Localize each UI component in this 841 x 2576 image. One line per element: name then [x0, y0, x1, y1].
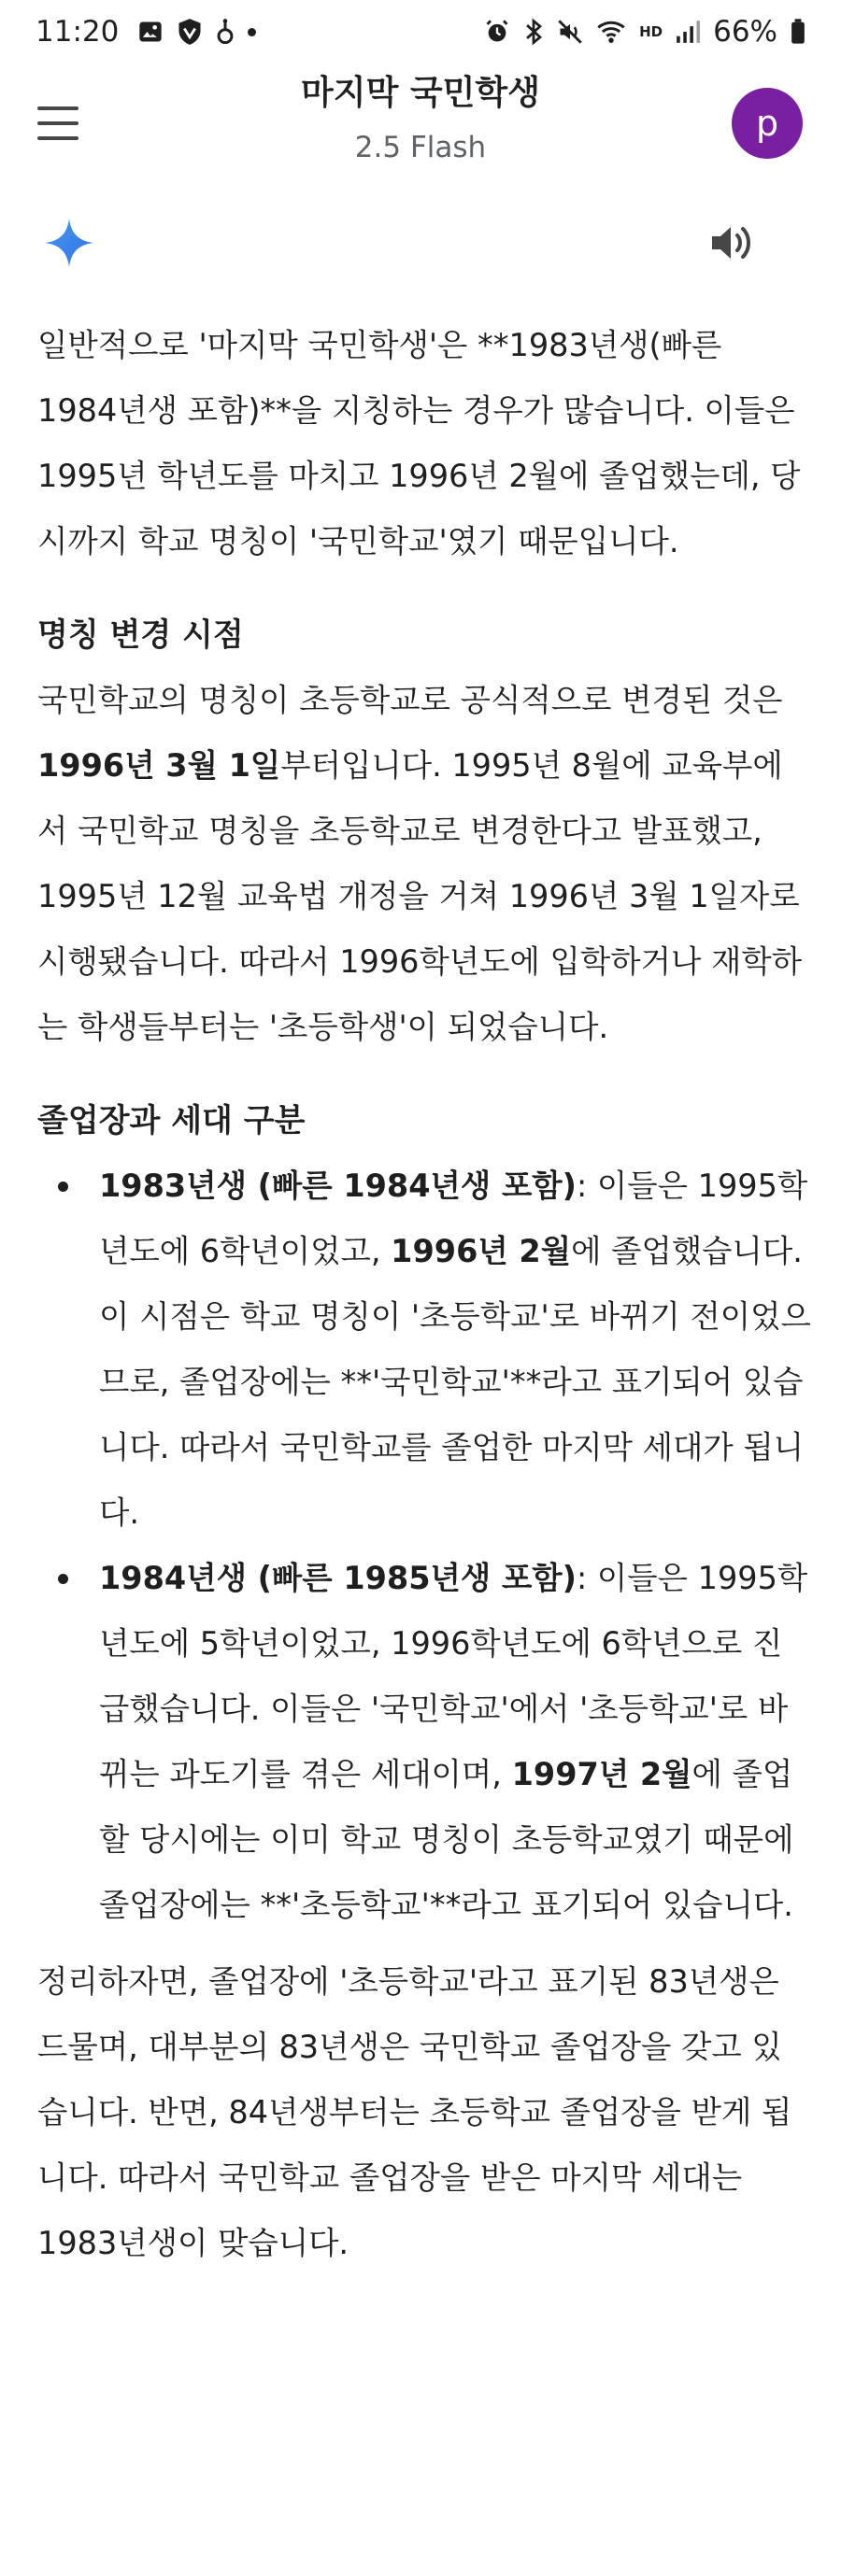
speaker-icon[interactable]	[708, 220, 757, 265]
diploma-list	[37, 1154, 811, 1938]
shield-icon	[177, 18, 203, 46]
name-change-text-c: 부터입니다. 1995년 8월에 교육부에서 국민학교 명칭을 초등학교로 변경한다고 발표했고, 1995년 12월 교육법 개정을 거쳐 1996년 3월 1일자로 시행됐습니다. 따라서 1996학년도에 입학하거나 재학하는 학생들부터는 '초등학생'이 되었습니다.	[37, 747, 803, 1045]
response-content	[37, 313, 811, 2276]
list-item	[37, 1154, 811, 1546]
name-change-date: 1996년 3월 1일	[37, 747, 281, 784]
menu-icon[interactable]	[37, 106, 80, 140]
status-right	[484, 15, 805, 49]
item-text: 에 졸업했습니다. 이 시점은 학교 명칭이 '초등학교'로 바뀌기 전이었으므로, 졸업장에는 **'국민학교'**라고 표기되어 있습니다. 따라서 국민학교를 졸업한 마지막 세대가 됩니다.	[99, 1233, 811, 1531]
signal-icon	[676, 20, 700, 44]
alarm-icon	[484, 19, 510, 45]
avatar[interactable]	[732, 88, 803, 159]
mute-icon	[557, 19, 583, 45]
status-left	[36, 15, 256, 49]
status-bar	[0, 0, 841, 64]
bluetooth-icon	[523, 18, 544, 46]
model-name[interactable]: 2.5 Flash	[354, 131, 487, 164]
name-change-paragraph	[37, 668, 811, 1060]
hd-label: HD	[639, 23, 663, 40]
item-text: : 이들은 1995학년도에 5학년이었고, 1996학년도에 6학년으로 진급했습니다. 이들은 '국민학교'에서 '초등학교'로 바뀌는 과도기를 겪은 세대이며,	[99, 1560, 808, 1792]
item-text: 에 졸업할 당시에는 이미 학교 명칭이 초등학교였기 때문에 졸업장에는 **'초등학교'**라고 표기되어 있습니다.	[99, 1756, 794, 1923]
summary-paragraph: 정리하자면, 졸업장에 '초등학교'라고 표기된 83년생은 드물며, 대부분의 83년생은 국민학교 졸업장을 갖고 있습니다. 반면, 84년생부터는 초등학교 졸업장을 받게 됩니다. 따라서 국민학교 졸업장을 받은 마지막 세대는 1983년생이 맞습니다.	[37, 1963, 792, 2261]
app-header	[0, 64, 841, 187]
status-time: 11:20	[36, 15, 120, 49]
list-item	[37, 1546, 811, 1938]
section-heading-name-change: 명칭 변경 시점	[37, 616, 244, 654]
gallery-icon	[137, 19, 164, 45]
item-date: 1996년 2월	[391, 1233, 572, 1269]
item-text: : 이들은 1995학년도에 6학년이었고,	[99, 1168, 808, 1269]
battery-percent: 66%	[713, 15, 777, 49]
gemini-spark-icon	[43, 217, 95, 269]
wifi-icon	[596, 19, 626, 45]
section-heading-diploma: 졸업장과 세대 구분	[37, 1102, 306, 1139]
item-label: 1984년생 (빠른 1985년생 포함)	[99, 1560, 577, 1596]
battery-icon	[791, 19, 805, 45]
item-date: 1997년 2월	[511, 1756, 692, 1792]
intro-paragraph: 일반적으로 '마지막 국민학생'은 **1983년생(빠른 1984년생 포함)**을 지칭하는 경우가 많습니다. 이들은 1995년 학년도를 마치고 1996년 2월에 졸업했는데, 당시까지 학교 명칭이 '국민학교'였기 때문입니다.	[37, 327, 801, 559]
title-wrap	[140, 69, 701, 170]
notification-icon	[216, 18, 235, 46]
dot-icon	[248, 28, 256, 36]
page-title[interactable]: 마지막 국민학생	[301, 74, 540, 112]
avatar-letter: p	[755, 103, 779, 144]
name-change-text-a: 국민학교의 명칭이 초등학교로 공식적으로 변경된 것은	[37, 682, 783, 718]
item-label: 1983년생 (빠른 1984년생 포함)	[99, 1168, 577, 1204]
